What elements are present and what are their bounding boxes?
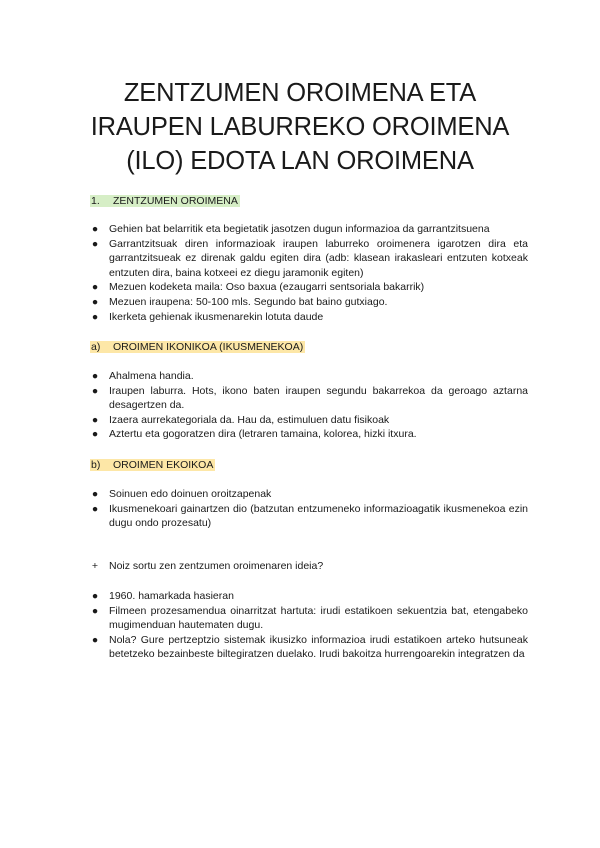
- list-item: ● Iraupen laburra. Hots, ikono baten iraupen segundu bakarrekoa da geroago aztarna desagertzen da.: [91, 384, 528, 412]
- page-title: [60, 76, 540, 178]
- section-b-title: OROIMEN EKOIKOA: [113, 459, 214, 471]
- bullet-icon: ●: [91, 413, 99, 426]
- bullet-icon: ●: [91, 384, 99, 397]
- list-item: ● Soinuen edo doinuen oroitzapenak: [91, 488, 272, 500]
- section-a-number: a): [91, 341, 101, 353]
- bullet-icon: ●: [91, 310, 99, 323]
- list-item: ● Nola? Gure pertzeptzio sistemak ikusizko informazioa irudi estatikoen arteko hutsuneak betetzeko bezainbeste biltegiratzen duelako. Irudi bakoitza hurrengoarekin integratzen da: [91, 633, 528, 661]
- bullet-icon: ●: [91, 604, 99, 617]
- list-item: ● Mezuen kodeketa maila: Oso baxua (ezaugarri sentsoriala bakarrik): [91, 281, 425, 294]
- list-item: ● Ikusmenekoari gainartzen dio (batzutan entzumeneko informazioagatik ikusmenekoa ezin dugu ondo prozesatu): [91, 502, 528, 530]
- list-item: ● Mezuen iraupena: 50-100 mls. Segundo bat baino gutxiago.: [91, 295, 388, 308]
- list-item: ● Gehien bat belarritik eta begietatik jasotzen dugun informazioa da garrantzitsuena: [91, 223, 490, 235]
- section-1-heading: [90, 194, 240, 208]
- list-item: ● Izaera aurrekategoriala da. Hau da, estimuluen datu fisikoak: [91, 413, 390, 426]
- question-list: [90, 559, 528, 574]
- bullet-icon: ●: [91, 633, 99, 646]
- section-b-list: [90, 487, 528, 531]
- section-a-title: OROIMEN IKONIKOA (IKUSMENEKOA): [113, 341, 304, 353]
- list-item: ● Ikerketa gehienak ikusmenarekin lotuta daude: [91, 310, 324, 323]
- bullet-icon: ●: [91, 237, 99, 250]
- section-1-list: [90, 222, 528, 324]
- section-1-number: 1.: [91, 195, 100, 207]
- section-b-heading: [90, 458, 215, 472]
- list-item: ● Filmeen prozesamendua oinarritzat hartuta: irudi estatikoen sekuentzia bat, etengabeko mugimenduan hautematen dugu.: [91, 604, 528, 632]
- history-list: [90, 589, 528, 662]
- bullet-icon: ●: [91, 488, 99, 500]
- section-1-title: ZENTZUMEN OROIMENA: [113, 195, 238, 207]
- bullet-icon: ●: [91, 502, 99, 515]
- section-a-heading: [90, 340, 305, 354]
- bullet-icon: ●: [91, 370, 99, 382]
- question-item: + Noiz sortu zen zentzumen oroimenaren ideia?: [91, 560, 324, 572]
- list-item: ● Aztertu eta gogoratzen dira (letraren tamaina, kolorea, hizki itxura.: [91, 428, 417, 441]
- plus-icon: +: [91, 560, 99, 572]
- title-line-3: (ILO) EDOTA LAN OROIMENA: [126, 147, 474, 175]
- title-line-2: IRAUPEN LABURREKO OROIMENA: [90, 113, 510, 141]
- list-item: ● Ahalmena handia.: [91, 370, 194, 382]
- section-b-number: b): [91, 459, 101, 471]
- bullet-icon: ●: [91, 428, 99, 441]
- list-item: ● 1960. hamarkada hasieran: [91, 590, 234, 602]
- section-a-list: [90, 369, 528, 442]
- bullet-icon: ●: [91, 281, 99, 294]
- bullet-icon: ●: [91, 590, 99, 602]
- bullet-icon: ●: [91, 295, 99, 308]
- title-line-1: ZENTZUMEN OROIMENA ETA: [123, 79, 477, 107]
- bullet-icon: ●: [91, 223, 99, 235]
- list-item: ● Garrantzitsuak diren informazioak iraupen laburreko oroimenera igarotzen dira eta garrantzitsueak ez direnak galdu egiten dira (adb: klasean irakasleari entzuten kotxeak entzuten dira, baina kotxeei ez diegu jaramonik egiten): [91, 237, 528, 279]
